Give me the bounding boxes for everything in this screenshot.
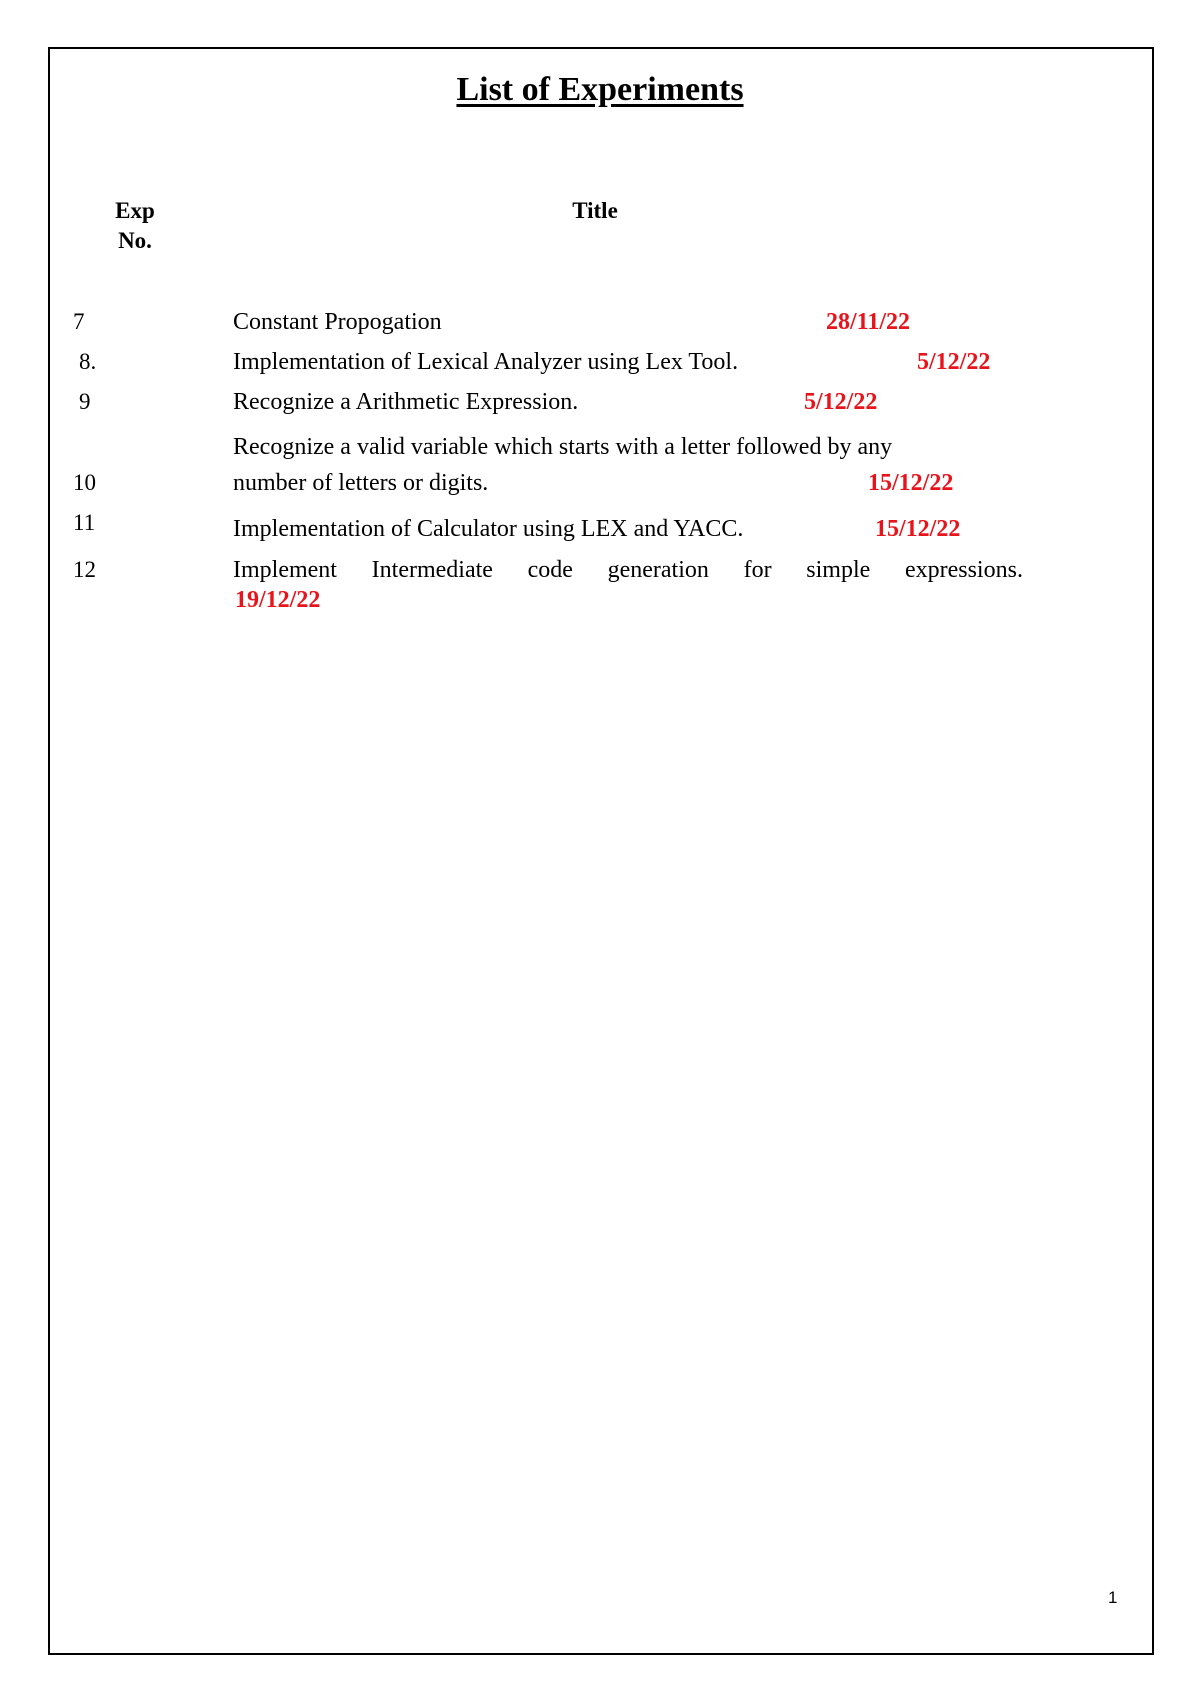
row-date: 19/12/22 [235, 587, 321, 613]
row-title: Implementation of Lexical Analyzer using Lex Tool. [233, 349, 739, 375]
header-exp-no [100, 196, 170, 256]
row-title-word: generation [607, 557, 709, 583]
header-title: Title [572, 198, 618, 223]
page-border [48, 47, 1154, 1655]
row-number: 10 [73, 470, 96, 495]
header-exp-no-line1: Exp [115, 198, 155, 223]
page-title: List of Experiments [456, 71, 744, 108]
row-number: 12 [73, 557, 96, 582]
row-date: 28/11/22 [826, 309, 911, 335]
row-date: 15/12/22 [868, 470, 954, 496]
header-exp-no-line2: No. [118, 228, 152, 253]
row-title: Implementation of Calculator using LEX and YACC. [233, 516, 744, 542]
row-title-word: code [527, 557, 573, 583]
page-number: 1 [1108, 1588, 1118, 1607]
row-number: 9 [79, 389, 91, 414]
row-date: 5/12/22 [917, 349, 991, 375]
row-title-word: Implement [233, 557, 337, 583]
row-number: 7 [73, 309, 85, 334]
row-title-line1: Recognize a valid variable which starts with a letter followed by any [233, 434, 893, 460]
row-title: Constant Propogation [233, 309, 442, 335]
row-title-word: Intermediate [371, 557, 493, 583]
row-title-word: expressions. [904, 557, 1023, 583]
row-date: 15/12/22 [875, 516, 961, 542]
row-title-line2: number of letters or digits. [233, 470, 489, 496]
row-date: 5/12/22 [804, 389, 878, 415]
row-title: Recognize a Arithmetic Expression. [233, 389, 579, 415]
row-number: 8. [79, 349, 97, 374]
row-number: 11 [73, 510, 96, 535]
row-title [233, 555, 1023, 585]
row-title-word: simple [806, 557, 871, 583]
row-title-word: for [743, 557, 772, 583]
